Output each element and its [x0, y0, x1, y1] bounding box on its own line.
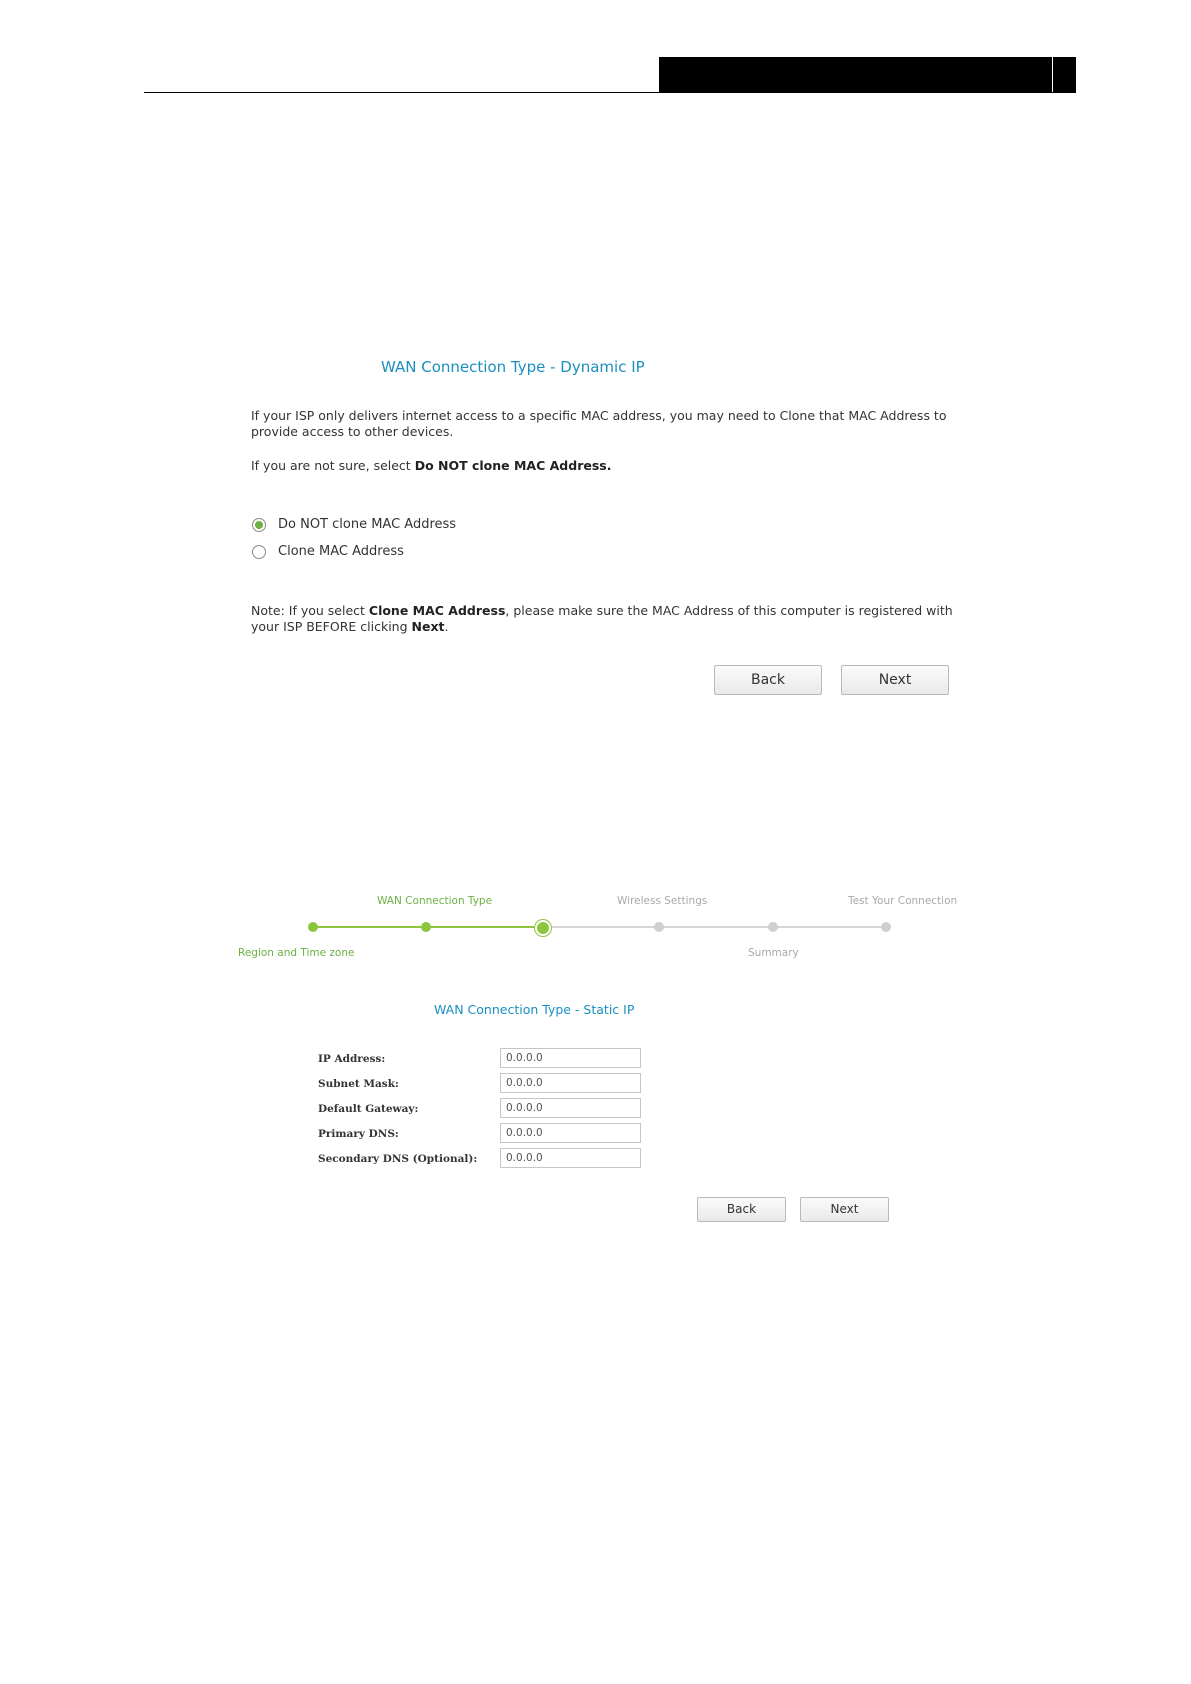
subnet-mask-input[interactable] [500, 1073, 641, 1093]
note-bold-next: Next [411, 619, 445, 634]
step-label-test: Test Your Connection [848, 895, 958, 907]
step-dot-wan [421, 922, 431, 932]
static-ip-title: WAN Connection Type - Static IP [434, 1002, 635, 1017]
note-bold-clone: Clone MAC Address [368, 603, 506, 618]
intro-line-1: If your ISP only delivers internet access to a specific MAC address, you may need to Clone that MAC Address to [251, 408, 947, 423]
note-line-1 [251, 603, 953, 619]
step-dot-region [308, 922, 318, 932]
label-primary-dns: Primary DNS: [318, 1128, 399, 1140]
note-line2-prefix: your ISP BEFORE clicking [251, 619, 412, 634]
note-line-2 [251, 619, 953, 635]
radio-do-not-clone[interactable] [252, 517, 456, 532]
note-text [251, 603, 953, 635]
dynamic-ip-title: WAN Connection Type - Dynamic IP [381, 358, 645, 376]
header-bar [659, 57, 1052, 93]
step-dot-summary [768, 922, 778, 932]
ip-address-input[interactable] [500, 1048, 641, 1068]
default-gateway-input[interactable] [500, 1098, 641, 1118]
step-dot-current [535, 920, 551, 936]
step-dot-test [881, 922, 891, 932]
note-mid: , please make sure the MAC Address of this computer is registered with [505, 603, 953, 618]
step-label-summary: Summary [748, 947, 799, 959]
radio-label-clone: Clone MAC Address [278, 544, 404, 559]
intro-text [251, 408, 946, 440]
not-sure-text [251, 458, 611, 474]
label-secondary-dns: Secondary DNS (Optional): [318, 1153, 478, 1165]
step-label-region: Region and Time zone [238, 947, 355, 959]
back-button[interactable]: Back [714, 665, 822, 695]
next-button[interactable]: Next [841, 665, 949, 695]
radio-button-checked[interactable] [252, 518, 266, 532]
step-label-wan: WAN Connection Type [377, 895, 493, 907]
radio-label-do-not-clone: Do NOT clone MAC Address [278, 517, 457, 532]
step-label-wireless: Wireless Settings [617, 895, 708, 907]
step-dot-wireless [654, 922, 664, 932]
label-subnet-mask: Subnet Mask: [318, 1078, 399, 1090]
secondary-dns-input[interactable] [500, 1148, 641, 1168]
header-page-tab [1053, 57, 1076, 93]
progress-track-remaining [544, 926, 887, 928]
note-end: . [444, 619, 449, 634]
primary-dns-input[interactable] [500, 1123, 641, 1143]
radio-clone[interactable] [252, 544, 404, 559]
static-next-button[interactable]: Next [800, 1197, 889, 1222]
not-sure-prefix: If you are not sure, select [251, 458, 415, 473]
label-default-gateway: Default Gateway: [318, 1103, 419, 1115]
header-rule [144, 92, 1076, 93]
note-prefix: Note: If you select [251, 603, 369, 618]
intro-line-2: provide access to other devices. [251, 424, 454, 439]
not-sure-bold: Do NOT clone MAC Address. [414, 458, 612, 473]
radio-button-unchecked[interactable] [252, 545, 266, 559]
static-back-button[interactable]: Back [697, 1197, 786, 1222]
label-ip-address: IP Address: [318, 1053, 386, 1065]
